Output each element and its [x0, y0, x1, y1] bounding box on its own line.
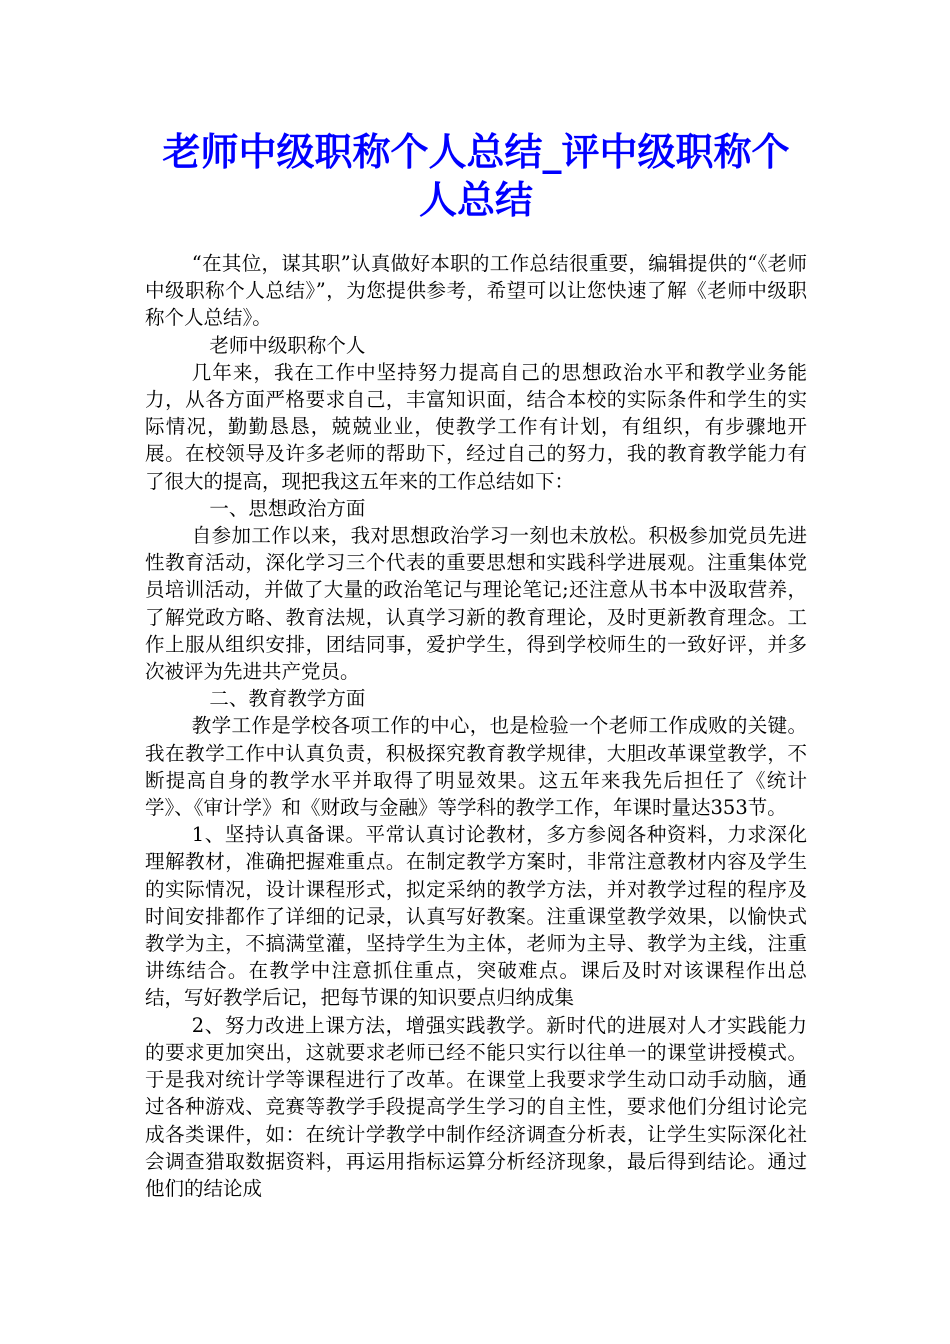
paragraph-subtitle: 老师中级职称个人	[209, 333, 366, 357]
document-body	[145, 250, 807, 1202]
document-title: 老师中级职称个人总结_评中级职称个人总结	[162, 129, 790, 222]
section-heading-politics: 一、思想政治方面	[209, 496, 366, 520]
document-page	[145, 128, 807, 1202]
paragraph-lesson-prep: 1、坚持认真备课。平常认真讨论教材，多方参阅各种资料，力求深化理解教材，准确把握难重点。在制定教学方案时，非常注意教材内容及学生的实际情况，设计课程形式，拟定采纳的教学方法，并对教学过程的程序及时间安排都作了详细的记录，认真写好教案。注重课堂教学效果，以愉快式教学为主，不搞满堂灌，坚持学生为主体，老师为主导、教学为主线，注重讲练结合。在教学中注意抓住重点，突破难点。课后及时对该课程作出总结，写好教学后记，把每节课的知识要点归纳成集	[145, 823, 807, 1010]
paragraph-politics: 自参加工作以来，我对思想政治学习一刻也未放松。积极参加党员先进性教育活动，深化学习三个代表的重要思想和实践科学进展观。注重集体党员培训活动，并做了大量的政治笔记与理论笔记;还注意从书本中汲取营养，了解党政方略、教育法规，认真学习新的教育理论，及时更新教育理念。工作上服从组织安排，团结同事，爱护学生，得到学校师生的一致好评，并多次被评为先进共产党员。	[145, 524, 807, 684]
section-heading-teaching: 二、教育教学方面	[209, 687, 366, 711]
paragraph-intro: “在其位，谋其职”认真做好本职的工作总结很重要，编辑提供的“《老师中级职称个人总结》”，为您提供参考，希望可以让您快速了解《老师中级职称个人总结》。	[145, 252, 807, 330]
paragraph-teaching: 教学工作是学校各项工作的中心，也是检验一个老师工作成败的关键。我在教学工作中认真负责，积极探究教育教学规律，大胆改革课堂教学，不断提高自身的教学水平并取得了明显效果。这五年来我先后担任了《统计学》、《审计学》和《财政与金融》等学科的教学工作，年课时量达353节。	[145, 714, 807, 820]
paragraph-overview: 几年来，我在工作中坚持努力提高自己的思想政治水平和教学业务能力，从各方面严格要求自己，丰富知识面，结合本校的实际条件和学生的实际情况，勤勤恳恳，兢兢业业，使教学工作有计划，有组织，有步骤地开展。在校领导及许多老师的帮助下，经过自己的努力，我的教育教学能力有了很大的提高，现把我这五年来的工作总结如下：	[145, 360, 807, 493]
paragraph-teaching-methods: 2、努力改进上课方法，增强实践教学。新时代的进展对人才实践能力的要求更加突出，这就要求老师已经不能只实行以往单一的课堂讲授模式。于是我对统计学等课程进行了改革。在课堂上我要求学生动口动手动脑，通过各种游戏、竞赛等教学手段提高学生学习的自主性，要求他们分组讨论完成各类课件，如：在统计学教学中制作经济调查分析表，让学生实际深化社会调查猎取数据资料，再运用指标运算分析经济现象，最后得到结论。通过他们的结论成	[145, 1013, 807, 1200]
